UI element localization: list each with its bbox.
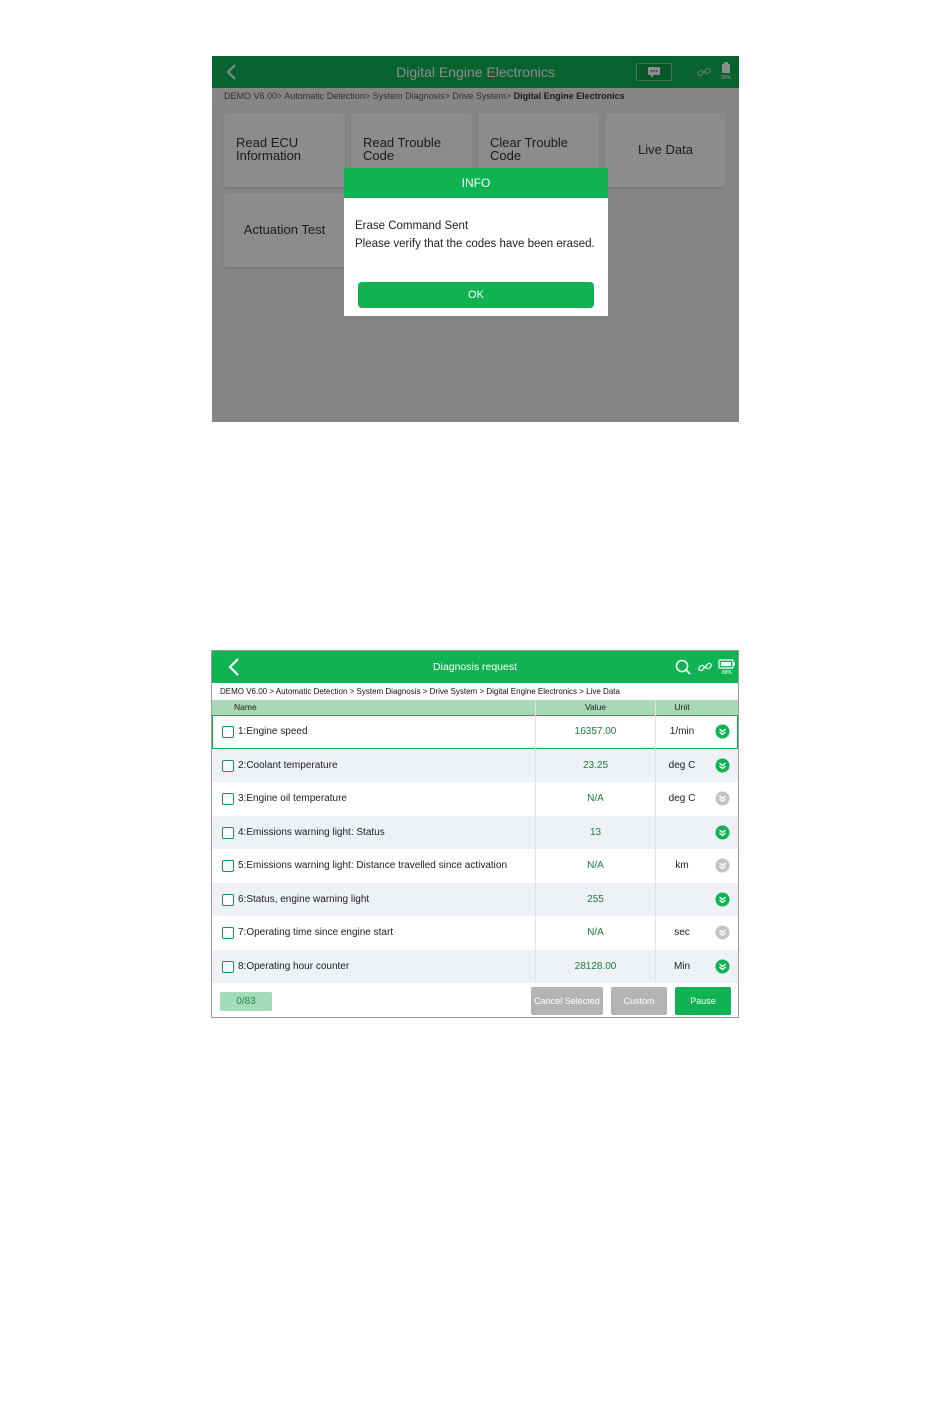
search-icon[interactable] — [674, 658, 692, 676]
row-unit: sec — [674, 927, 690, 938]
table-row[interactable] — [212, 849, 738, 883]
dialog-message-line1: Erase Command Sent — [355, 220, 469, 232]
table-row[interactable] — [212, 782, 738, 816]
selection-counter: 0/83 — [220, 992, 272, 1011]
cancel-selected-button[interactable]: Cancel Selected — [531, 987, 603, 1015]
link-icon — [697, 659, 713, 675]
ok-button[interactable]: OK — [358, 282, 594, 308]
live-data-screen — [211, 650, 739, 1018]
tile-label-line: Information — [236, 148, 302, 163]
row-name: 2:Coolant temperature — [238, 759, 338, 771]
app-header — [212, 651, 738, 683]
tile-label-line: Code — [490, 148, 522, 163]
breadcrumb-path: DEMO V6.00> Automatic Detection> System Diagnosis> Drive System> — [224, 91, 514, 101]
page-title: Digital Engine Electronics — [396, 64, 555, 80]
row-unit: 1/min — [669, 726, 695, 737]
row-checkbox[interactable] — [222, 827, 234, 839]
row-unit: deg C — [668, 759, 696, 771]
page-title: Diagnosis request — [432, 661, 518, 673]
tile-label: Actuation Test — [243, 222, 326, 237]
row-checkbox[interactable] — [222, 894, 234, 906]
battery-icon — [717, 658, 737, 670]
footer-toolbar — [212, 983, 738, 1018]
table-row[interactable] — [212, 816, 738, 850]
breadcrumb: DEMO V6.00 > Automatic Detection > System Diagnosis > Drive System > Digital Engine Electronics > Live Data — [220, 687, 620, 696]
row-value: 255 — [587, 893, 604, 905]
column-header-value: Value — [584, 702, 607, 712]
battery-percent: 88% — [721, 670, 732, 676]
info-dialog — [344, 168, 608, 316]
row-value: N/A — [587, 927, 604, 938]
row-name: 1:Engine speed — [238, 726, 308, 737]
tile-label: Live Data — [638, 142, 693, 157]
battery-status — [717, 657, 737, 677]
table-row[interactable] — [212, 950, 738, 984]
chevron-down-circle-icon[interactable] — [715, 925, 730, 940]
row-name: 6:Status, engine warning light — [238, 893, 370, 905]
chevron-down-circle-icon[interactable] — [715, 825, 730, 840]
dialog-message-line2: Please verify that the codes have been erased. — [355, 238, 595, 250]
battery-percent: 88% — [720, 75, 731, 81]
chevron-down-circle-icon[interactable] — [715, 959, 730, 974]
chevron-down-circle-icon[interactable] — [715, 758, 730, 773]
row-name: 4:Emissions warning light: Status — [238, 826, 385, 838]
row-checkbox[interactable] — [222, 961, 234, 973]
column-divider — [655, 883, 656, 917]
row-value: 13 — [589, 826, 602, 838]
row-checkbox[interactable] — [222, 760, 234, 772]
row-value: 23.25 — [582, 759, 609, 771]
table-row[interactable] — [212, 715, 738, 749]
row-value: 16357.00 — [574, 726, 617, 737]
breadcrumb-current: Digital Engine Electronics — [513, 91, 625, 101]
clear-codes-screen — [212, 56, 739, 422]
column-header-unit: Unit — [674, 702, 690, 712]
row-name: 8:Operating hour counter — [238, 960, 350, 972]
table-row[interactable] — [212, 749, 738, 783]
chevron-down-circle-icon[interactable] — [715, 791, 730, 806]
row-unit: deg C — [668, 793, 696, 804]
column-header-name: Name — [234, 702, 257, 712]
tile-label-line: Read ECU — [236, 135, 299, 150]
dialog-title: INFO — [344, 168, 608, 198]
row-name: 3:Engine oil temperature — [238, 793, 347, 804]
table-row[interactable] — [212, 916, 738, 950]
chevron-down-circle-icon[interactable] — [715, 724, 730, 739]
tile-label-line: Code — [363, 148, 395, 163]
row-name: 5:Emissions warning light: Distance travelled since activation — [238, 860, 508, 871]
row-checkbox[interactable] — [222, 726, 234, 738]
tile-label-line: Clear Trouble — [490, 135, 569, 150]
row-value: N/A — [587, 860, 604, 871]
tile-label-line: Read Trouble — [363, 135, 442, 150]
row-unit: km — [675, 860, 689, 871]
row-checkbox[interactable] — [222, 927, 234, 939]
custom-button[interactable]: Custom — [611, 987, 667, 1015]
column-divider — [655, 816, 656, 850]
table-row[interactable] — [212, 883, 738, 917]
row-checkbox[interactable] — [222, 860, 234, 872]
table-header — [212, 700, 738, 715]
row-value: 28128.00 — [574, 960, 617, 972]
row-unit: Min — [673, 960, 691, 972]
row-value: N/A — [587, 793, 604, 804]
row-name: 7:Operating time since engine start — [238, 927, 394, 938]
chevron-down-circle-icon[interactable] — [715, 892, 730, 907]
row-checkbox[interactable] — [222, 793, 234, 805]
chevron-down-circle-icon[interactable] — [715, 858, 730, 873]
back-arrow-icon[interactable] — [224, 656, 246, 678]
pause-button[interactable]: Pause — [675, 987, 731, 1015]
